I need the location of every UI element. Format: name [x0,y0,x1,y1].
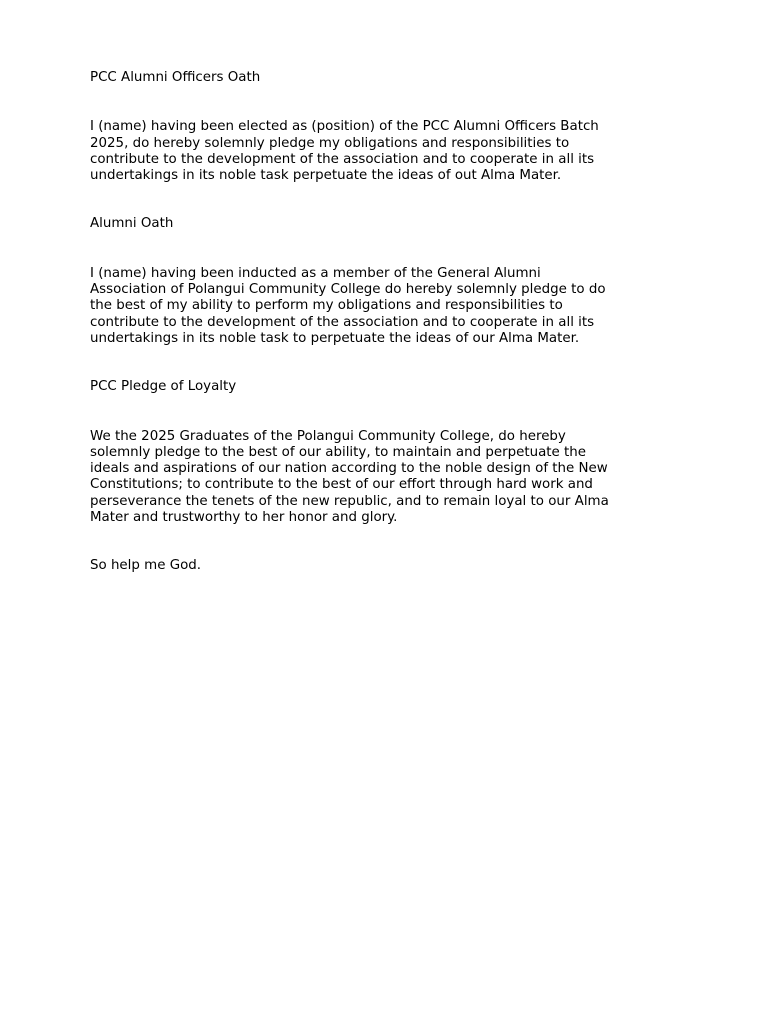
closing-line: So help me God. [90,558,202,574]
pledge-of-loyalty-text: We the 2025 Graduates of the Polangui Community College, do hereby solemnly pledge to the best of our ability, to maintain and perpetuate the ideals and aspirations of our nation according to the noble design of the New Constitutions; to contribute to the best of our effort through hard work and perseverance the tenets of the new republic, and to remain loyal to our Alma Mater and trustworthy to her honor and glory. [90,428,609,526]
alumni-oath-heading: Alumni Oath [90,216,174,232]
pledge-of-loyalty-heading: PCC Pledge of Loyalty [90,379,237,395]
alumni-oath-text: I (name) having been inducted as a member of the General Alumni Association of Polangui Community College do hereby solemnly pledge to do the best of my ability to perform my obligations and responsibilities to contribute to the development of the association and to cooperate in all its undertakings in its noble task to perpetuate the ideas of our Alma Mater. [90,265,606,346]
officers-oath-text: I (name) having been elected as (position) of the PCC Alumni Officers Batch 2025, do hereby solemnly pledge my obligations and responsibilities to contribute to the development of the association and to cooperate in all its undertakings in its noble task perpetuate the ideas of out Alma Mater. [90,119,599,184]
document-body [90,70,690,575]
officers-oath-heading: PCC Alumni Officers Oath [90,70,261,85]
